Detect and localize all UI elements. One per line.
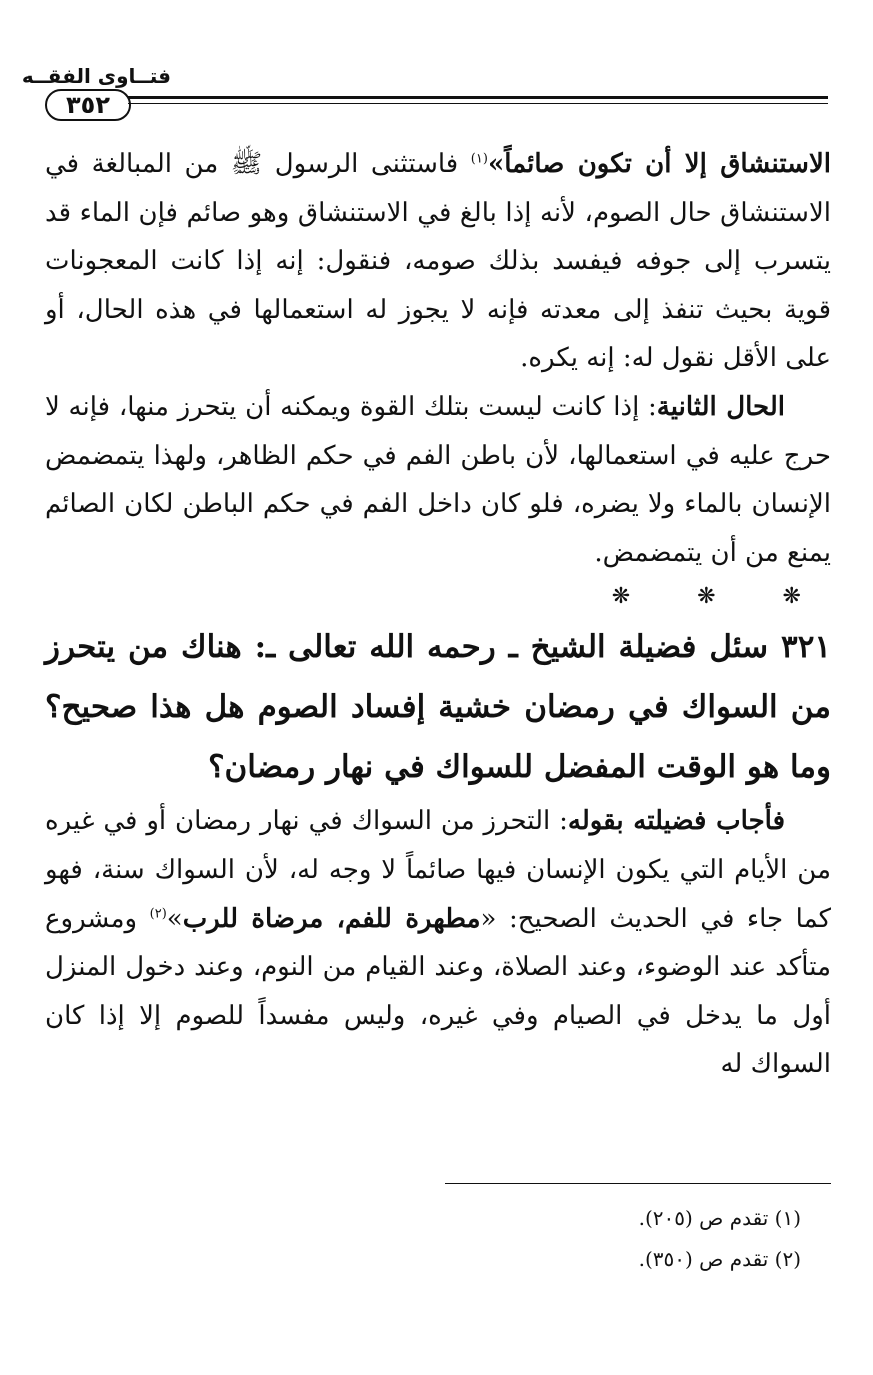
running-title: فتــاوى الفقــه (21, 64, 171, 88)
answer-paragraph (45, 797, 831, 1089)
footnote-ref-1: (١) (470, 151, 488, 167)
paragraph-2 (45, 383, 831, 577)
answer-quote-close: » (166, 903, 183, 934)
footnote-1: (١) تقدم ص (٢٠٥). (638, 1206, 801, 1230)
main-text (45, 140, 831, 1089)
answer-hadith-quote: مطهرة للفم، مرضاة للرب (182, 903, 481, 934)
footnote-separator (445, 1183, 831, 1184)
footnote-ref-2: (٢) (149, 905, 167, 921)
header-rule-thick (128, 96, 828, 99)
paragraph-2-lead: الحال الثانية (656, 391, 785, 422)
page-number: ٣٥٢ (45, 89, 131, 121)
paragraph-1 (45, 140, 831, 383)
paragraph-1-text: فاستثنى الرسول ﷺ من المبالغة في الاستنشاق حال الصوم، لأنه إذا بالغ في الاستنشاق وهو صائم فإن الماء قد يتسرب إلى جوفه فيفسد بذلك صومه، فنقول: إنه إذا كانت المعجونات قوية بحيث تنفذ إلى معدته فإنه لا يجوز له استعمالها في هذه الحال، أو على الأقل نقول له: إنه يكره. (45, 149, 831, 374)
footnotes (45, 1198, 801, 1280)
footnote-2: (٢) تقدم ص (٣٥٠). (638, 1247, 801, 1271)
question-321: ٣٢١ سئل فضيلة الشيخ ـ رحمه الله تعالى ـ: هناك من يتحرز من السواك في رمضان خشية إفساد الصوم هل هذا صحيح؟ وما هو الوقت المفضل للسواك في نهار رمضان؟ (45, 629, 831, 786)
answer-lead: فأجاب فضيلته بقوله (567, 806, 785, 837)
answer-text-b: ومشروع متأكد عند الوضوء، وعند الصلاة، وعند القيام من النوم، وعند دخول المنزل أول ما يدخل في الصيام وفي غيره، وليس مفسداً للصوم إلا إذا كان السواك له (45, 903, 831, 1080)
hadith-quote: الاستنشاق إلا أن تكون صائماً» (487, 149, 832, 179)
answer-text-a: : التحرز من السواك في نهار رمضان أو في غيره من الأيام التي يكون الإنسان فيها صائماً لا وجه له، لأن السواك سنة، فهو كما جاء في الحديث الصحيح: « (45, 806, 832, 934)
paragraph-2-text: : إذا كانت ليست بتلك القوة ويمكنه أن يتحرز منها، فإنه لا حرج عليه في استعمالها، لأن باطن الفم في حكم الظاهر، ولهذا يتمضمض الإنسان بالماء ولا يضره، فلو كان داخل الفم في حكم الباطن لكان الصائم يمنع من أن يتمضمض. (45, 391, 831, 568)
section-separator: ❋ ❋ ❋ (611, 584, 831, 610)
header-rule-thin (128, 103, 828, 104)
